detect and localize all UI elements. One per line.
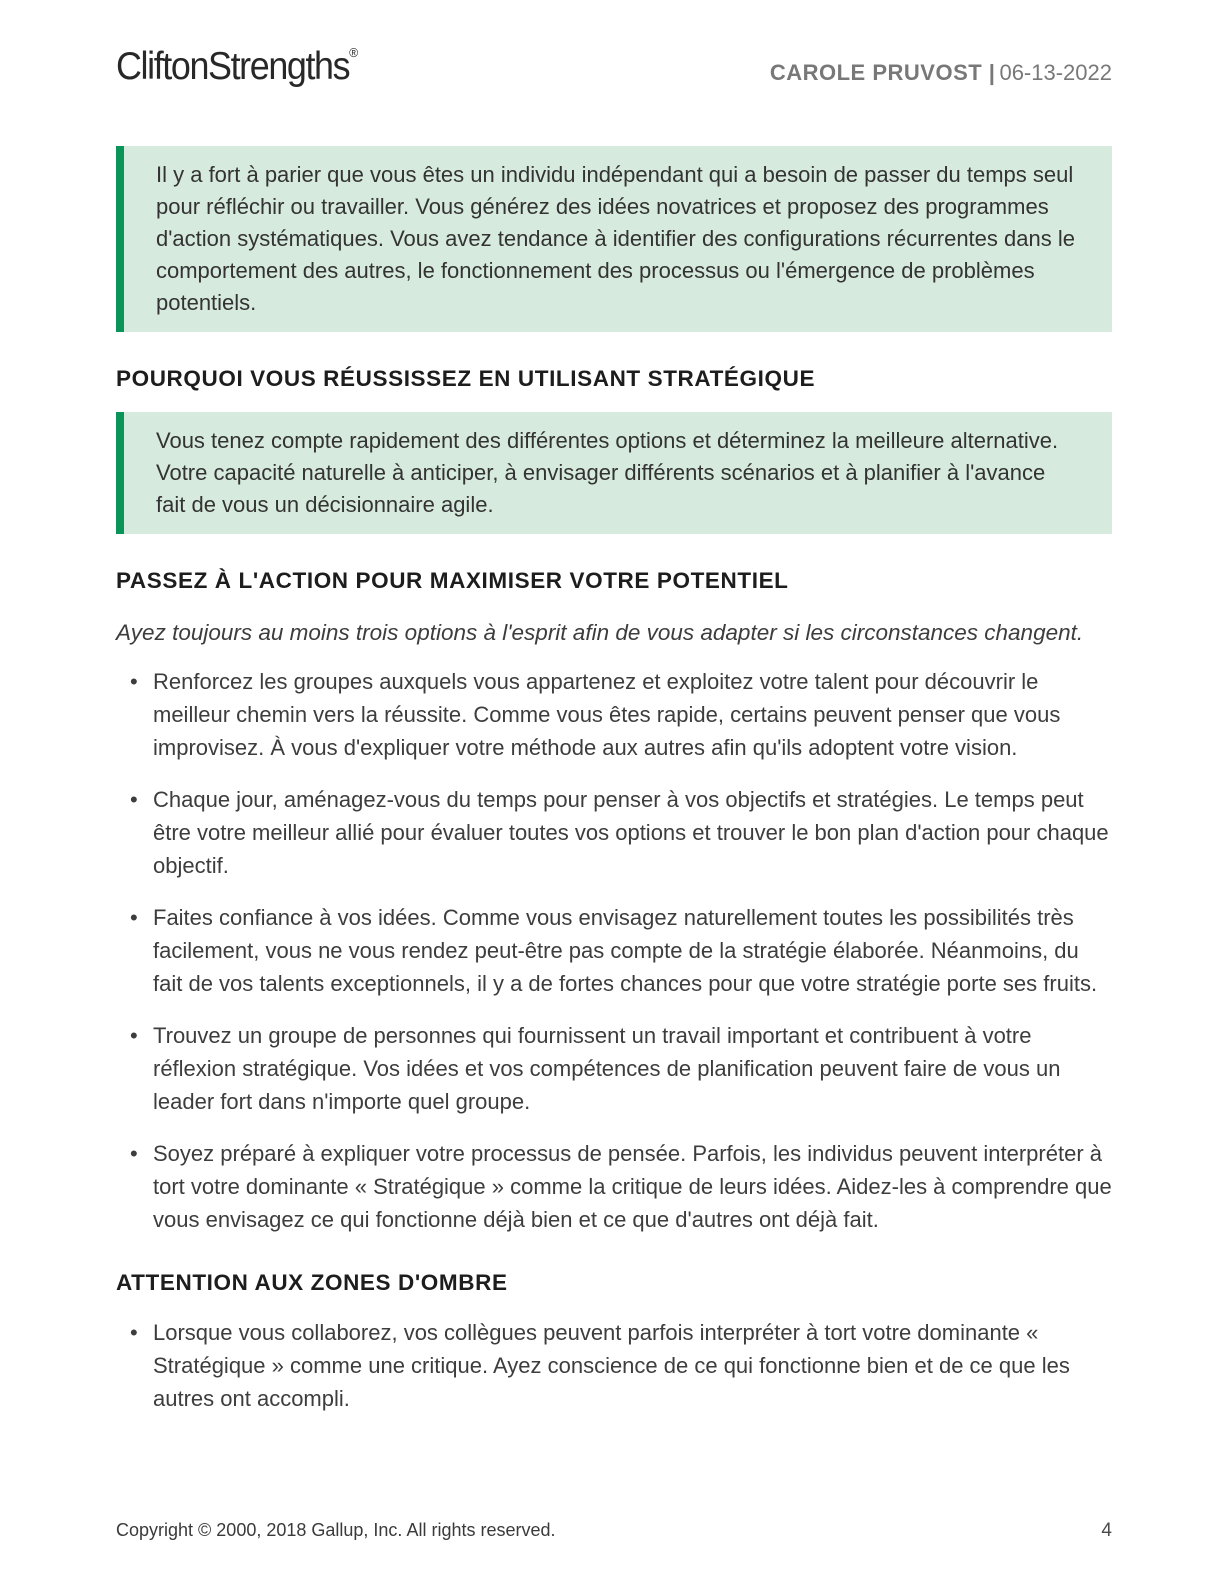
take-action-lead: Ayez toujours au moins trois options à l'esprit afin de vous adapter si les circonstances changent. (116, 619, 1084, 645)
page-number: 4 (1101, 1520, 1112, 1541)
list-item: • Renforcez les groupes auxquels vous appartenez et exploitez votre talent pour découvrir le meilleur chemin vers la réussite. Comme vous êtes rapide, certains peuvent penser que vous improvisez. À vous d'expliquer votre méthode aux autres afin qu'ils adoptent votre vision. (116, 665, 1112, 764)
list-item: • Lorsque vous collaborez, vos collègues peuvent parfois interpréter à tort votre dominante « Stratégique » comme une critique. Ayez conscience de ce qui fonctionne bien et de ce que les autres ont accompli. (116, 1316, 1112, 1415)
list-item: • Chaque jour, aménagez-vous du temps pour penser à vos objectifs et stratégies. Le temps peut être votre meilleur allié pour évaluer toutes vos options et trouver le bon plan d'action pour chaque objectif. (116, 783, 1112, 882)
copyright-text: Copyright © 2000, 2018 Gallup, Inc. All rights reserved. (116, 1520, 556, 1540)
list-item: • Faites confiance à vos idées. Comme vous envisagez naturellement toutes les possibilités très facilement, vous ne vous rendez peut-être pas compte de la stratégie élaborée. Néanmoins, du fait de vos talents exceptionnels, il y a de fortes chances pour que votre stratégie porte ses fruits. (116, 901, 1112, 1000)
content-area (116, 0, 1112, 1415)
why-succeed-callout: Vous tenez compte rapidement des différentes options et déterminez la meilleure alternative. Votre capacité naturelle à anticiper, à envisager différents scénarios et à planifier à l'avance fait de vous un décisionnaire agile. (116, 412, 1112, 534)
registered-trademark-symbol: ® (349, 45, 359, 60)
take-action-bullet-list (116, 665, 1112, 1236)
list-item: • Trouvez un groupe de personnes qui fournissent un travail important et contribuent à votre réflexion stratégique. Vos idées et vos compétences de planification peuvent faire de vous un leader fort dans n'importe quel groupe. (116, 1019, 1112, 1118)
cliftonstrengths-logo (116, 46, 358, 89)
report-meta (770, 60, 1112, 86)
why-succeed-heading: POURQUOI VOUS RÉUSSISSEZ EN UTILISANT STRATÉGIQUE (116, 365, 816, 391)
report-date: 06-13-2022 (999, 60, 1112, 85)
take-action-heading: PASSEZ À L'ACTION POUR MAXIMISER VOTRE POTENTIEL (116, 567, 789, 593)
blind-spots-heading: ATTENTION AUX ZONES D'OMBRE (116, 1269, 508, 1295)
summary-callout: Il y a fort à parier que vous êtes un individu indépendant qui a besoin de passer du temps seul pour réfléchir ou travailler. Vous générez des idées novatrices et proposez des programmes d'action systématiques. Vous avez tendance à identifier des configurations récurrentes dans le comportement des autres, le fonctionnement des processus ou l'émergence de problèmes potentiels. (116, 146, 1112, 332)
page-footer (116, 1520, 1112, 1542)
report-owner-name: CAROLE PRUVOST | (769, 60, 996, 85)
brand-wordmark: CliftonStrengths (116, 45, 350, 88)
blind-spots-bullet-list (116, 1316, 1112, 1415)
page-header (116, 0, 1112, 89)
list-item: • Soyez préparé à expliquer votre processus de pensée. Parfois, les individus peuvent interpréter à tort votre dominante « Stratégique » comme la critique de leurs idées. Aidez-les à comprendre que vous envisagez ce qui fonctionne déjà bien et ce que d'autres ont déjà fait. (116, 1137, 1112, 1236)
